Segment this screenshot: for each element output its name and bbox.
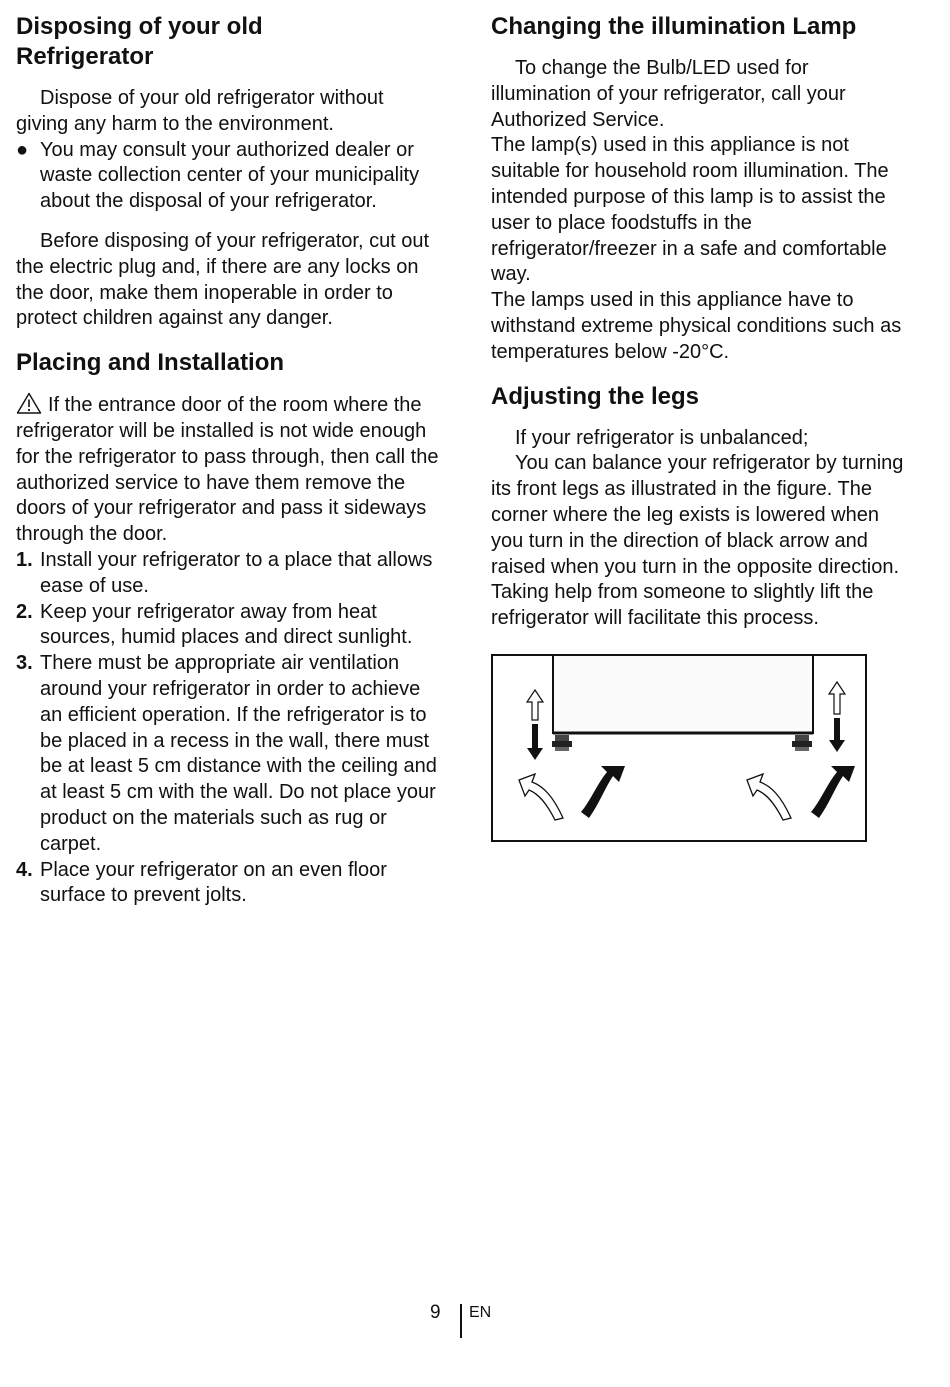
step-text: Install your refrigerator to a place that allows ease of use. (40, 548, 433, 597)
step-item (16, 548, 441, 600)
language-label: EN (469, 1304, 492, 1321)
step-text: Keep your refrigerator away from heat sources, humid places and direct sunlight. (40, 600, 413, 649)
legs-heading: Adjusting the legs (491, 382, 700, 410)
legs-paragraph-2: You can balance your refrigerator by turning its front legs as illustrated in the figure. The corner where the leg exists is lowered when you turn in the direction of black arrow and raised when you turn in the opposite direction. Taking help from someone to slightly lift the refrigerator will facilitate this process. (491, 452, 904, 630)
step-text: Place your refrigerator on an even floor surface to prevent jolts. (40, 858, 387, 907)
right-leg-icon (792, 735, 812, 751)
right-column (491, 12, 911, 847)
lamp-section (491, 12, 911, 366)
lamp-paragraph-1: To change the Bulb/LED used for illumination of your refrigerator, call your Authorized Service. (491, 57, 846, 131)
installation-steps (16, 548, 441, 909)
placing-warning (16, 392, 441, 548)
left-column (16, 12, 441, 909)
legs-section (491, 382, 911, 847)
refrigerator-body (553, 655, 813, 733)
placing-heading: Placing and Installation (16, 349, 285, 377)
warning-triangle-icon (16, 392, 42, 414)
disposing-intro: Dispose of your old refrigerator without giving any harm to the environment. (16, 87, 384, 135)
disposing-bullet-text: You may consult your authorized dealer or waste collection center of your municipality about the disposal of your refrigerator. (40, 138, 420, 213)
step-text: There must be appropriate air ventilation around your refrigerator in order to achieve an efficient operation. If the refrigerator is to be placed in a recess in the wall, there must be at least 5 cm distance with the ceiling and at least 5 cm with the wall. Do not place your product on the materials such as rug or carpet. (40, 652, 437, 855)
step-item (16, 651, 441, 857)
disposing-heading-line2: Refrigerator (16, 43, 154, 70)
disposing-bullet (16, 138, 441, 215)
step-number: 3. (16, 652, 33, 675)
lamp-heading: Changing the illumination Lamp (491, 13, 857, 40)
footer-divider (460, 1304, 462, 1338)
disposing-section (16, 12, 441, 332)
placing-warning-text: If the entrance door of the room where the refrigerator will be installed is not wide enough for the refrigerator to pass through, then call the authorized service to have them remove the doors of your refrigerator and pass it sideways through the door. (16, 394, 439, 546)
step-item (16, 858, 441, 910)
step-number: 4. (16, 858, 33, 881)
step-item (16, 600, 441, 652)
left-leg-icon (552, 735, 572, 751)
lamp-paragraph-2: The lamp(s) used in this appliance is not suitable for household room illumination. The intended purpose of this lamp is to assist the user to place foodstuffs in the refrigerator/freezer in a safe and comfortable way. (491, 134, 889, 286)
leg-adjustment-illustration (491, 654, 867, 842)
legs-paragraph-1: If your refrigerator is unbalanced; (515, 426, 809, 449)
disposing-heading-line1: Disposing of your old (16, 13, 263, 40)
placing-section (16, 348, 441, 909)
bullet-marker: ● (16, 138, 29, 161)
page-number: 9 (430, 1302, 441, 1323)
disposing-paragraph-2: Before disposing of your refrigerator, cut out the electric plug and, if there are any locks on the door, make them inoperable in order to protect children against any danger. (16, 229, 430, 330)
step-number: 2. (16, 600, 33, 623)
page-footer (0, 1298, 950, 1342)
step-number: 1. (16, 548, 33, 571)
lamp-paragraph-3: The lamps used in this appliance have to withstand extreme physical conditions such as temperatures below -20°C. (491, 289, 902, 363)
disposing-heading (16, 12, 441, 72)
